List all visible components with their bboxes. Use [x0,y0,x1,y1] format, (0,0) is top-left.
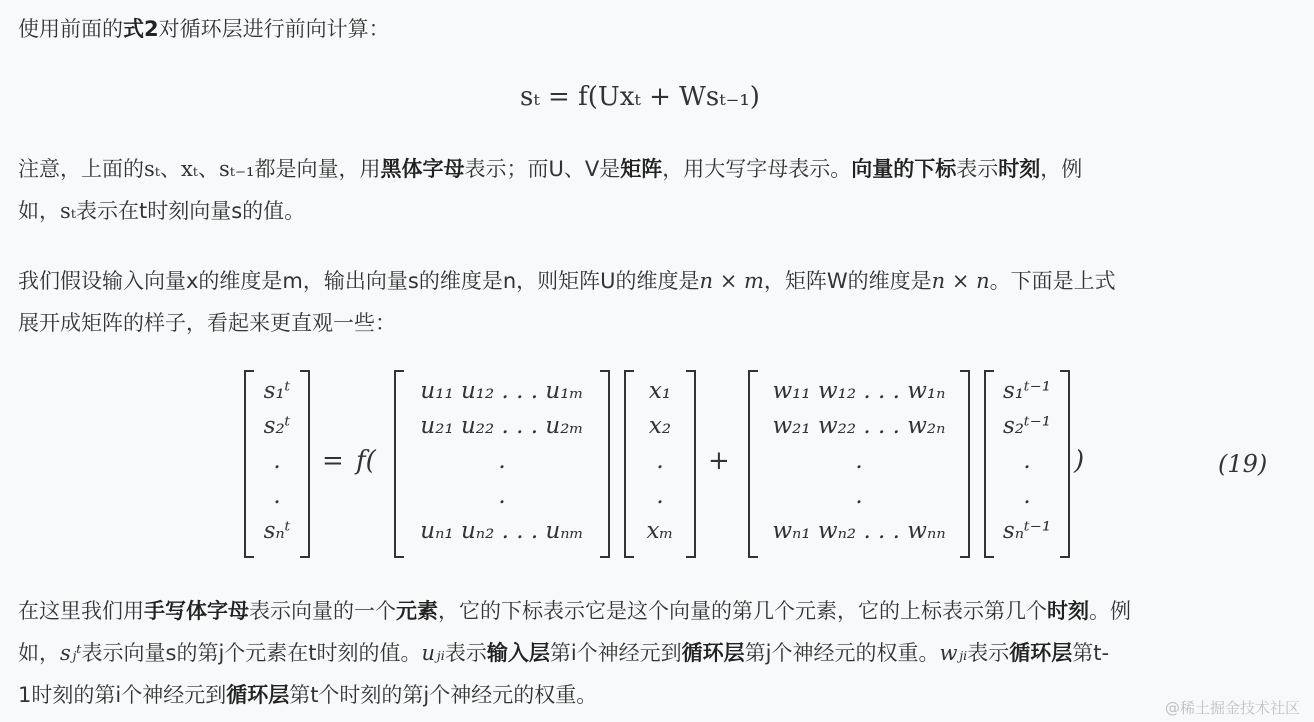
paragraph-notation-line2: 如，sₜ表示在t时刻向量s的值。 [18,199,306,223]
matrix-cell: s₂ᵗ [263,413,291,439]
function-close: ) [1074,446,1085,476]
matrix-cell: u₂₁ u₂₂ . . . u₂ₘ [420,413,584,439]
matrix-cell: . [273,448,281,474]
matrix-cell: . [656,483,664,509]
equation-forward: sₜ = f(Uxₜ + Wsₜ₋₁) [520,82,760,112]
vector-x [624,370,696,558]
matrix-cell: s₁ᵗ [263,378,291,404]
equals-sign: = [322,446,344,476]
plus-sign: + [708,446,730,476]
matrix-equation [0,362,1314,562]
matrix-cell: . [855,448,863,474]
matrix-cell: . [498,483,506,509]
paragraph-elements-line3: 1时刻的第i个神经元到循环层第t个时刻的第j个神经元的权重。 [18,683,598,707]
matrix-cell: u₁₁ u₁₂ . . . u₁ₘ [420,378,584,404]
paragraph-elements: 在这里我们用手写体字母表示向量的一个元素，它的下标表示它是这个向量的第几个元素，它的上标表示第几个时刻。例 [18,599,1131,623]
paragraph-intro: 使用前面的式2对循环层进行前向计算： [18,17,390,41]
matrix-cell: . [498,448,506,474]
matrix-cell: xₘ [646,518,674,544]
function-open: f( [356,446,376,476]
matrix-cell: sₙᵗ [263,518,291,544]
matrix-cell: . [273,483,281,509]
matrix-U [394,370,610,558]
matrix-s-t [244,370,310,558]
paragraph-dimensions: 我们假设输入向量x的维度是m，输出向量s的维度是n，则矩阵U的维度是n × m，矩阵W的维度是n × n。下面是上式 [18,269,1116,293]
matrix-cell: sₙᵗ⁻¹ [1002,518,1052,544]
vector-s-prev [984,370,1070,558]
matrix-cell: x₁ [648,378,672,404]
watermark: @稀土掘金技术社区 [1164,699,1300,717]
matrix-cell: w₁₁ w₁₂ . . . w₁ₙ [772,378,946,404]
matrix-cell: . [656,448,664,474]
paragraph-dimensions-line2: 展开成矩阵的样子，看起来更直观一些： [18,311,396,335]
matrix-cell: s₁ᵗ⁻¹ [1002,378,1052,404]
matrix-cell: wₙ₁ wₙ₂ . . . wₙₙ [772,518,946,544]
matrix-cell: . [1023,483,1031,509]
bold-ref: 式2 [123,17,159,41]
paragraph-elements-line2: 如，sⱼᵗ表示向量s的第j个元素在t时刻的值。uⱼᵢ表示输入层第i个神经元到循环层第j个神经元的权重。wⱼᵢ表示循环层第t- [18,641,1110,665]
matrix-cell: x₂ [648,413,672,439]
paragraph-notation: 注意，上面的sₜ、xₜ、sₜ₋₁都是向量，用黑体字母表示；而U、V是矩阵，用大写字母表示。向量的下标表示时刻，例 [18,157,1083,181]
matrix-W [748,370,970,558]
matrix-cell: . [1023,448,1031,474]
matrix-cell: w₂₁ w₂₂ . . . w₂ₙ [772,413,946,439]
equation-number: (19) [1218,450,1268,478]
matrix-cell: s₂ᵗ⁻¹ [1002,413,1052,439]
matrix-cell: . [855,483,863,509]
matrix-cell: uₙ₁ uₙ₂ . . . uₙₘ [420,518,584,544]
